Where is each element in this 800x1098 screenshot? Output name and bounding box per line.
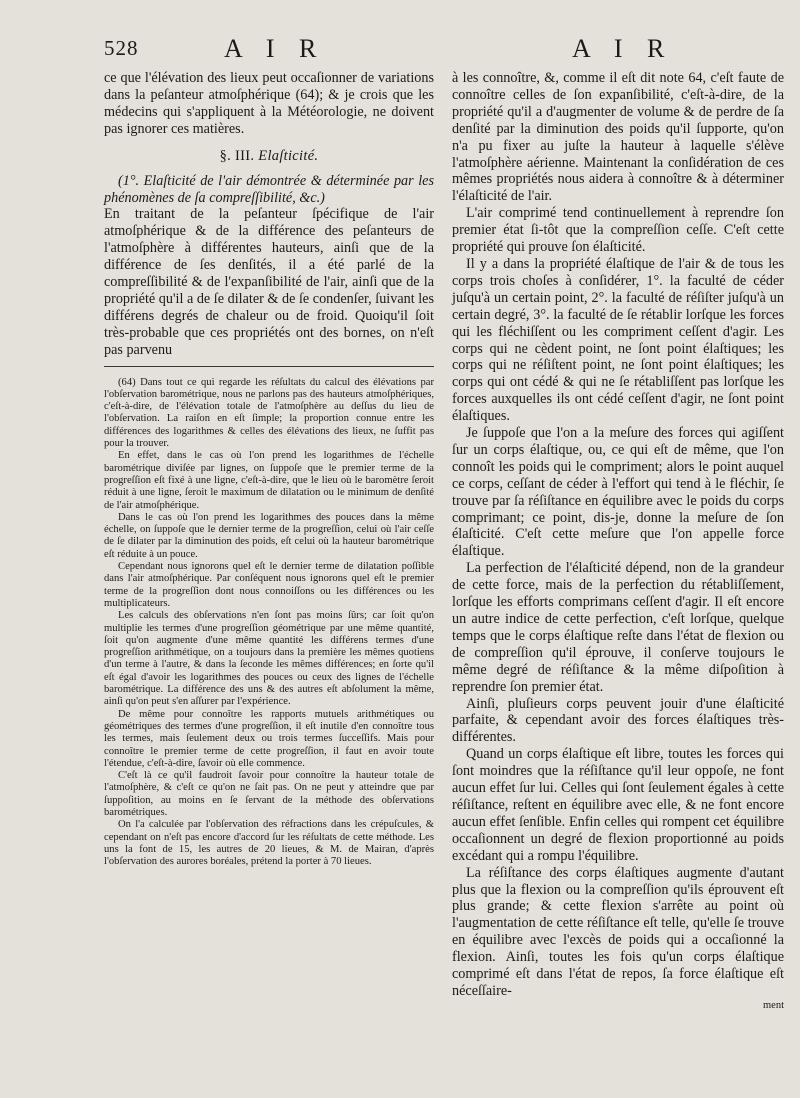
sub-heading: (1°. Elaſticité de l'air démontrée & déterminée par les phénomènes de ſa compreſſibilité, &c.) xyxy=(104,172,434,206)
body-paragraph: Il y a dans la propriété élaſtique de l'air & de tous les corps trois choſes à conſidérer, 1°. la faculté de céder juſqu'à un certain point, 2°. la faculté de réſiſter juſqu'à un certain degré, 3°. la faculté de ſe rétablir lorſque les forces qui les fléchiſſent ou les compriment ceſſent d'agir. Les corps qui ne cèdent point, ne ſont point élaſtiques; les corps qui ne réſiſtent point, ne ſont point élaſtiques; les corps qui ont cédé & qui ne ſe rétabliſſent pas lorſque les forces auxquelles ils ont cédé ceſſent d'agir, ne ſont point élaſtiques. xyxy=(452,255,784,425)
footnote-paragraph: (64) Dans tout ce qui regarde les réſultats du calcul des élévations par l'obſervation barométrique, nous ne parlons pas des hauteurs atmoſphériques, c'eſt-à-dire, de l'élévation totale de l'atmoſphère au deſſus du lieu de l'obſervation. La raiſon en eſt ſimple; la proportion connue entre les différences des logarithmes & celles des élévations des lieux, ne ſuffit pas pour la trouver. xyxy=(104,376,434,450)
footnote-paragraph: Cependant nous ignorons quel eſt le dernier terme de dilatation poſſible dans l'air atmoſphérique. Par conſéquent nous ignorons quel eſt le premier terme de la progreſſion dont nous connoiſſons ou les différences ou les multiplicateurs. xyxy=(104,561,434,609)
section-number: §. III. xyxy=(219,147,255,164)
body-paragraph: Ainſi, pluſieurs corps peuvent jouir d'une élaſticité parfaite, & cependant avoir des forces élaſtiques très-différentes. xyxy=(452,695,784,746)
footnote-paragraph: Les calculs des obſervations n'en ſont pas moins ſûrs; car ſoit qu'on multiplie les termes d'une progreſſion géométrique par une même quantité, ſoit qu'on augmente d'une même quantité les différens termes d'une progreſſion arithmétique, on a toujours dans la première les mêmes quotiens d'un terme à l'autre, & dans la ſeconde les mêmes différences; en ſorte qu'il eſt égal d'avoir les logarithmes des pouces ou ceux des lignes de l'échelle barométrique. La différence des uns & des autres eſt abſolument la même, ainſi qu'on peut s'en aſſurer par l'expérience. xyxy=(104,610,434,708)
footnote-paragraph: C'eſt là ce qu'il faudroit ſavoir pour connoître la hauteur totale de l'atmoſphère, & c'eſt ce qu'on ne ſait pas. On ne peut y atteindre que par ſuppoſition, au moins en ſe ſervant de la méthode des obſervations barométriques. xyxy=(104,770,434,818)
footnote-paragraph: On l'a calculée par l'obſervation des réfractions dans les crépuſcules, & cependant on n'eſt pas encore d'accord ſur les réſultats de cette méthode. Les uns la font de 15, les autres de 20 lieues, & M. de Mairan, d'après l'obſervation des aurores boréales, prétend la porter à 70 lieues. xyxy=(104,819,434,868)
body-paragraph: Je ſuppoſe que l'on a la meſure des forces qui agiſſent ſur un corps élaſtique, ou, ce qui eſt de même, que l'on connoît les poids qui le compriment; alors le point auquel ce corps, ceſſant de céder à l'effort qui tend à le fléchir, ſe trouve par ſa réſiſtance en équilibre avec le poids du corps comprimant; ce point, dis-je, donne la meſure de ſon élaſticité. C'eſt cette meſure que l'on appelle force élaſtique. xyxy=(452,425,784,560)
footnotes xyxy=(104,377,434,869)
intro-paragraph: ce que l'élévation des lieux peut occaſionner de variations dans la peſanteur atmoſphérique (64); & je crois que les médecins qui s'appliquent à la Météorologie, ne doivent pas ignorer ces matières. xyxy=(104,70,434,137)
page-number: 528 xyxy=(104,36,139,60)
body-paragraph: La réſiſtance des corps élaſtiques augmente d'autant plus que la flexion ou la compreſſion qu'ils éprouvent eſt plus grande; & cette flexion s'arrête au point où l'augmentation de cette réſiſtance eſt telle, qu'elle ſe trouve en équilibre avec l'excès de poids qui a occaſionné la flexion. Ainſi, toutes les fois qu'un corps élaſtique comprimé eſt dans l'état de repos, ſa force élaſtique eſt néceſſaire- xyxy=(452,864,784,999)
running-title-left: A I R xyxy=(224,34,326,63)
section-heading xyxy=(104,148,434,165)
footnote-paragraph: De même pour connoître les rapports mutuels arithmétiques ou géométriques des termes d'une progreſſion, il eſt inutile d'en connoître tous les termes, mais ſeulement deux ou trois termes ſucceſſifs. Mais pour connoître le premier terme de cette progreſſion, il faut en avoir toute l'étendue, c'eſt-à-dire, ſavoir où elle commence. xyxy=(104,708,434,769)
body-paragraph: La perfection de l'élaſticité dépend, non de la grandeur de cette force, mais de la perfection du rétabliſſement, lorſque les efforts comprimans ceſſent d'agir. Il eſt encore un autre indice de cette perfection, c'eſt lorſque, quelque temps que le corps élaſtique reſte dans l'état de flexion ou de compreſſion qu'il éprouve, il conſerve toujours le même degré de réſiſtance & la même diſpoſition à reprendre ſon premier état. xyxy=(452,560,784,695)
running-title-right: A I R xyxy=(572,34,674,63)
footnote-divider xyxy=(104,366,434,367)
footnote-paragraph: Dans le cas où l'on prend les logarithmes des pouces dans la même échelle, on ſuppoſe que le dernier terme de la progreſſion, celui où l'air ceſſe de ſe dilater par la diminution des poids, eſt celui où la hauteur barométrique eſt réduite à un pouce. xyxy=(104,511,434,560)
section-title: Elaſticité. xyxy=(258,147,319,164)
body-paragraph: L'air comprimé tend continuellement à reprendre ſon premier état ſi-tôt que la compreſſion ceſſe. C'eſt cette propriété qui prouve ſon élaſticité. xyxy=(452,205,784,256)
running-header xyxy=(0,34,800,64)
right-column xyxy=(452,70,784,1012)
body-paragraph: à les connoître, &, comme il eſt dit note 64, c'eſt faute de connoître celles de ſon expanſibilité, c'eſt-à-dire, de la propriété qu'il a d'augmenter de volume & de perdre de ſa denſité par la diminution des poids qu'il ſupporte, qu'on n'a pu fixer au juſte la hauteur à laquelle s'élève l'atmoſphère aérienne. Maintenant la conſidération de ces mêmes propriétés nous aidera à connoître & à déterminer l'élaſticité de l'air. xyxy=(452,70,784,205)
body-paragraph: En traitant de la peſanteur ſpécifique de l'air atmoſphérique & de la différence des peſanteurs de l'atmoſphère à différentes hauteurs, ainſi que de la différence de ſes denſités, il a été parlé de la compreſſibilité & de l'expanſibilité de l'air, ainſi que de la propriété qu'il a de ſe dilater & de ſe condenſer, ſuivant les différens degrés de chaleur ou de froid. Quoiqu'il ſoit très-probable que ces propriétés ont des bornes, on n'eſt pas parvenu xyxy=(104,206,434,358)
left-column xyxy=(104,70,434,868)
footnote-paragraph: En effet, dans le cas où l'on prend les logarithmes de l'échelle barométrique diviſée par lignes, on ſuppoſe que le premier terme de la progreſſion eſt fixé à une ligne, c'eſt-à-dire, que le lieu où le baromètre ſeroit réduit à une ligne, ſeroit le maximum de dilatation ou le minimum de denſité de l'air atmoſphérique. xyxy=(104,450,434,511)
catchword: ment xyxy=(763,999,784,1011)
body-paragraph: Quand un corps élaſtique eſt libre, toutes les forces qui ſont moindres que la réſiſtance qu'il leur oppoſe, ne font aucun effet ſur lui. Celles qui ſont ſeulement égales à cette réſiſtance, reſtent en équilibre avec elle, & ne font encore aucun effet ſenſible. Enfin celles qui rompent cet équilibre occaſionnent un degré de flexion proportionné au poids excédant qui a rompu l'équilibre. xyxy=(452,746,784,864)
